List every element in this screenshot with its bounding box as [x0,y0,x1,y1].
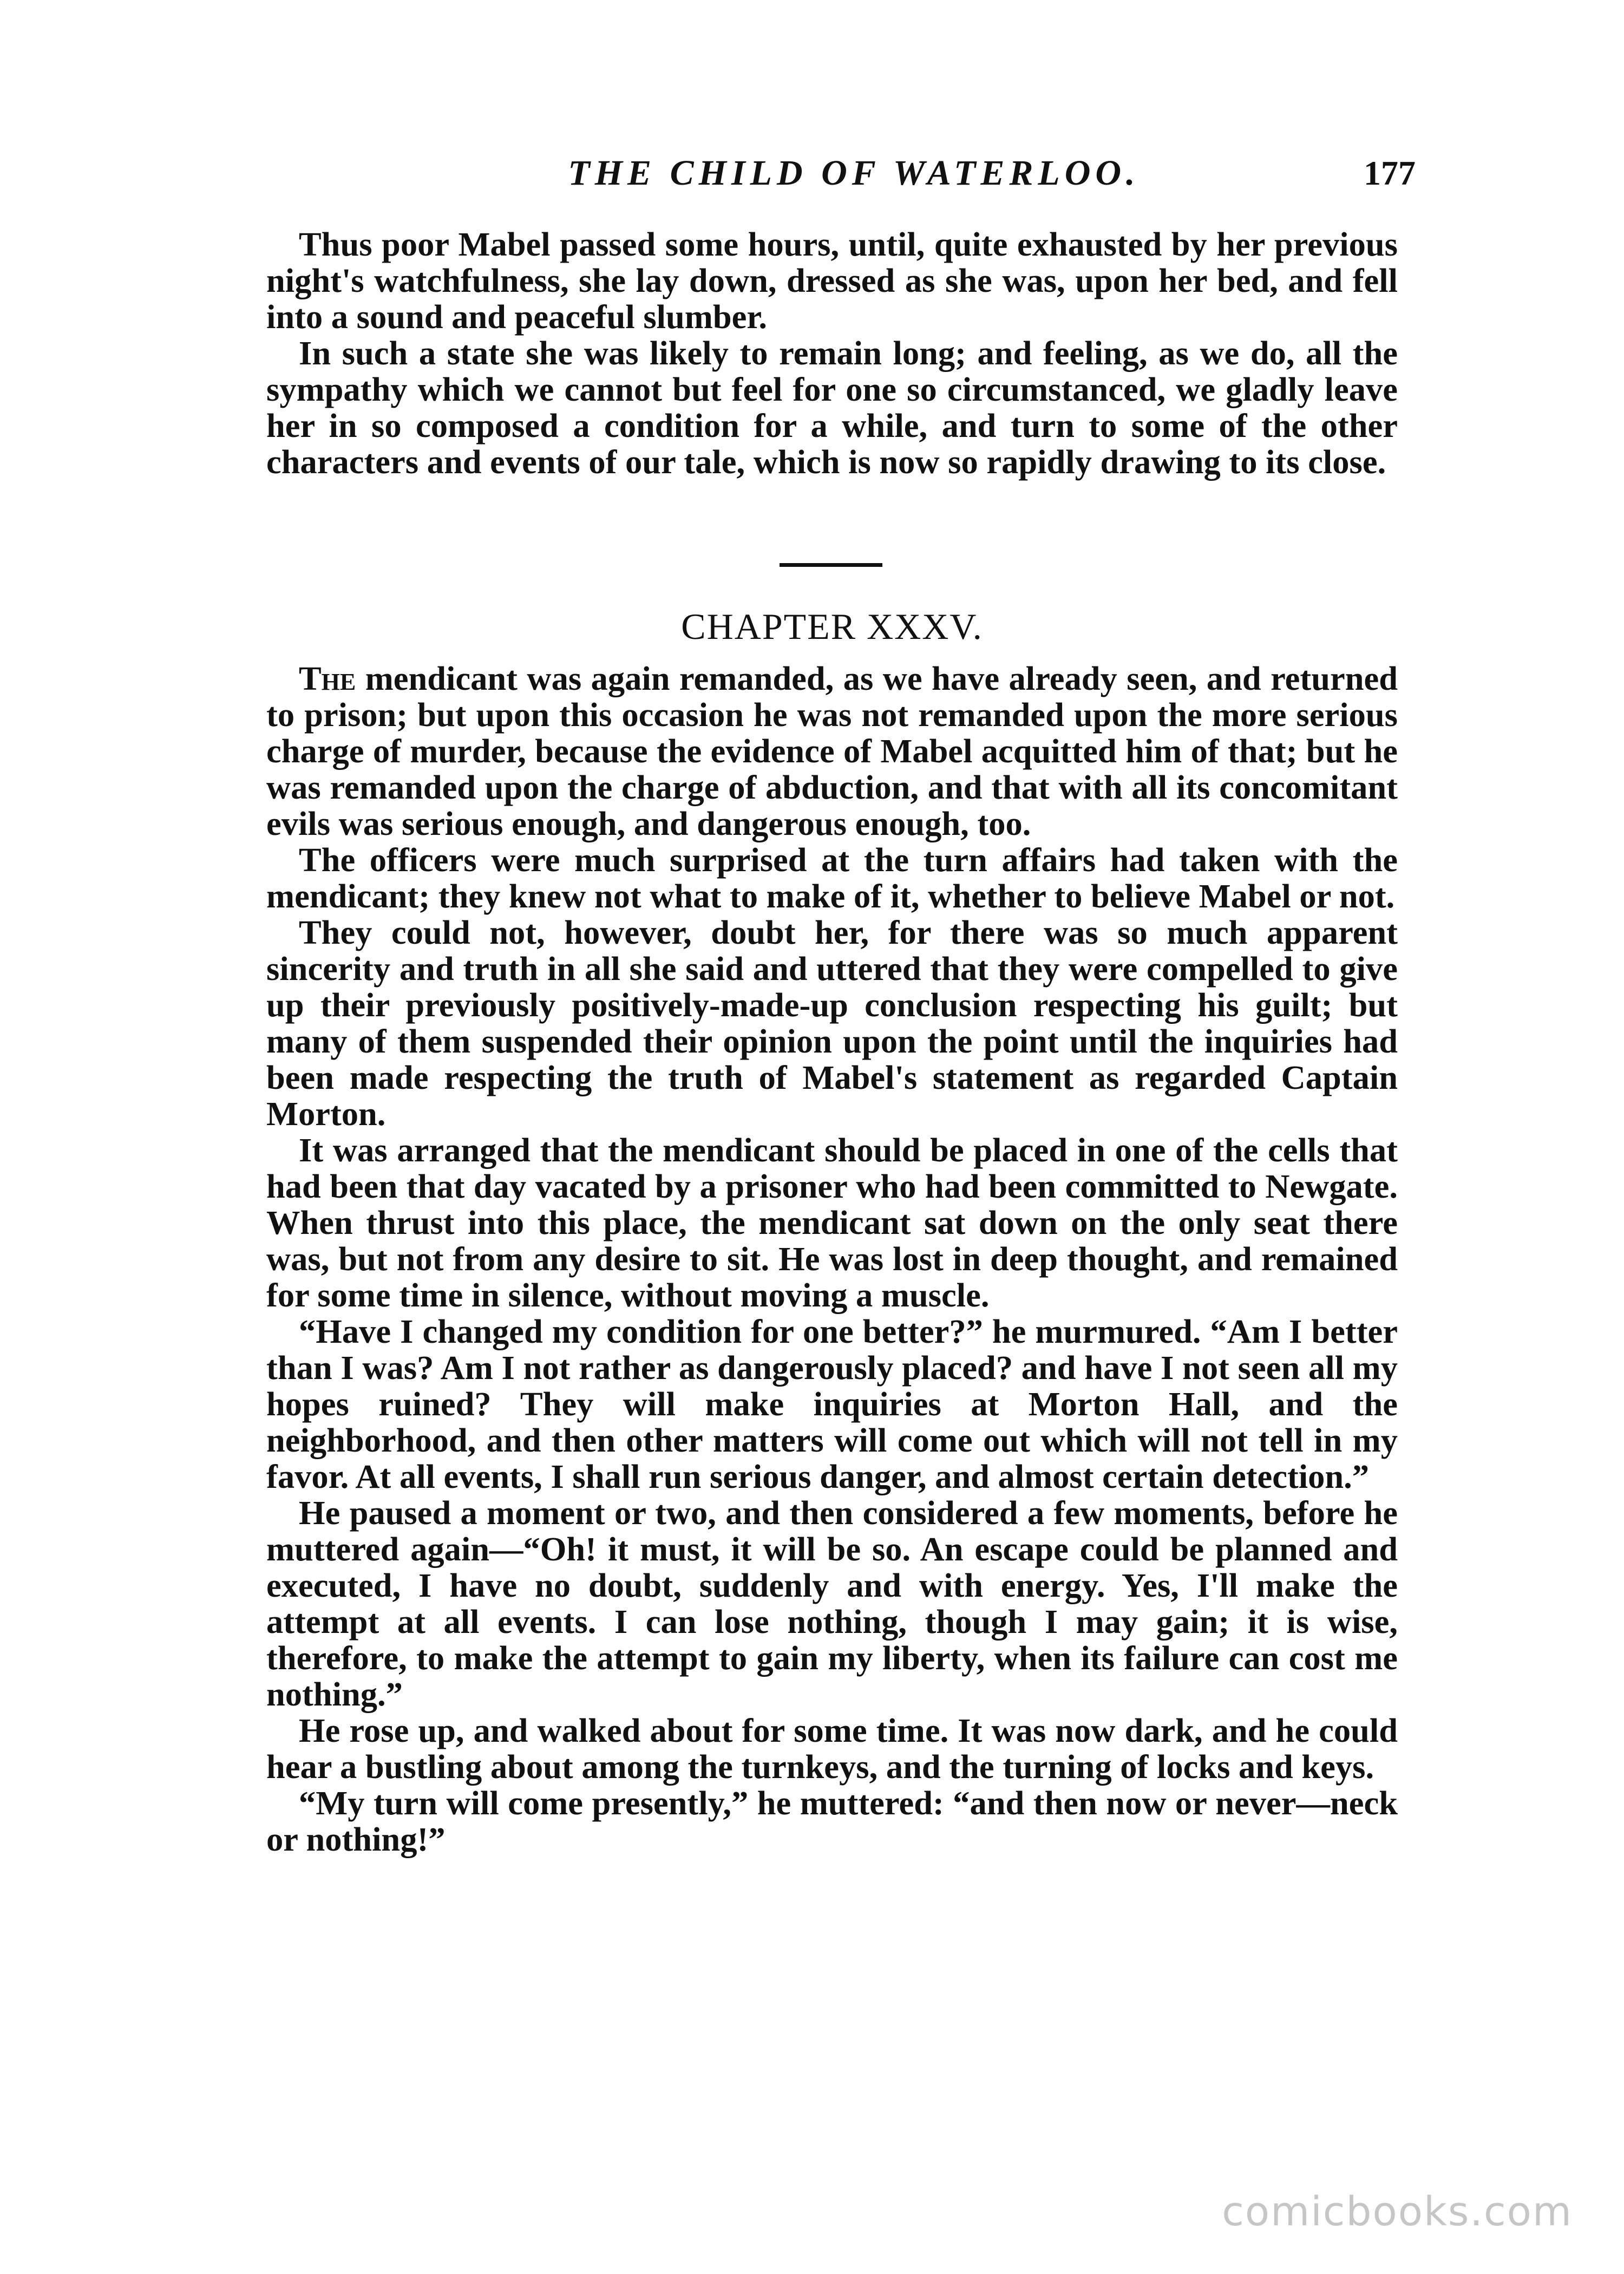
paragraph: “Have I changed my condition for one better?” he murmured. “Am I better than I was? Am I not rather as dangerously placed? and have I not seen all my hopes ruined? They will make inquiries at Morton Hall, and the neighborhood, and then other matters will come out which will not tell in my favor. At all events, I shall run serious danger, and almost certain detection.” [266,1312,1398,1495]
running-title: THE CHILD OF WATERLOO. [568,153,1140,193]
running-head [292,149,1416,198]
paragraph: “My turn will come presently,” he muttered: “and then now or never—neck or nothing!” [266,1784,1398,1858]
paragraph [266,661,1398,842]
paragraph: The officers were much surprised at the turn affairs had taken with the mendicant; they knew not what to make of it, whether to believe Mabel or not. [266,841,1398,915]
opening-text [266,226,1398,480]
paragraph: In such a state she was likely to remain long; and feeling, as we do, all the sympathy which we cannot but feel for one so circumstanced, we gladly leave her in so composed a condition for a while, and turn to some of the other characters and events of our tale, which is now so rapidly drawing to its close. [266,334,1398,481]
chapter-heading: CHAPTER XXXV. [681,606,983,647]
watermark: comicbooks.com [1222,2188,1573,2235]
paragraph: He paused a moment or two, and then considered a few moments, before he muttered again—“Oh! it must, it will be so. An escape could be planned and executed, I have no doubt, suddenly and with energy. Yes, I'll make the attempt at all events. I can lose nothing, though I may gain; it is wise, therefore, to make the attempt to gain my liberty, when its failure can cost me nothing.” [266,1494,1398,1713]
paragraph: They could not, however, doubt her, for there was so much apparent sincerity and truth in all she said and uttered that they were compelled to give up their previously positively-made-up conclusion respecting his guilt; but many of them suspended their opinion upon the point until the inquiries had been made respecting the truth of Mabel's statement as regarded Captain Morton. [266,913,1398,1133]
section-divider [780,563,882,567]
paragraph: It was arranged that the mendicant should be placed in one of the cells that had been that day vacated by a prisoner who had been committed to Newgate. When thrust into this place, the mendicant sat down on the only seat there was, but not from any desire to sit. He was lost in deep thought, and remained for some time in silence, without moving a muscle. [266,1131,1398,1314]
paragraph-text: mendicant was again remanded, as we have already seen, and returned to prison; but upon this occasion he was not remanded upon the more serious charge of murder, because the evidence of Mabel acquitted him of that; but he was remanded upon the charge of abduction, and that with all its concomitant evils was serious enough, and dangerous enough, too. [266,659,1398,842]
page-number: 177 [1364,154,1416,192]
chapter-text [266,661,1398,1858]
paragraph: He rose up, and walked about for some time. It was now dark, and he could hear a bustling about among the turnkeys, and the turning of locks and keys. [266,1711,1398,1786]
paragraph: Thus poor Mabel passed some hours, until, quite exhausted by her previous night's watchfulness, she lay down, dressed as she was, upon her bed, and fell into a sound and peaceful slumber. [266,225,1398,336]
chapter-first-word: The [299,659,356,697]
